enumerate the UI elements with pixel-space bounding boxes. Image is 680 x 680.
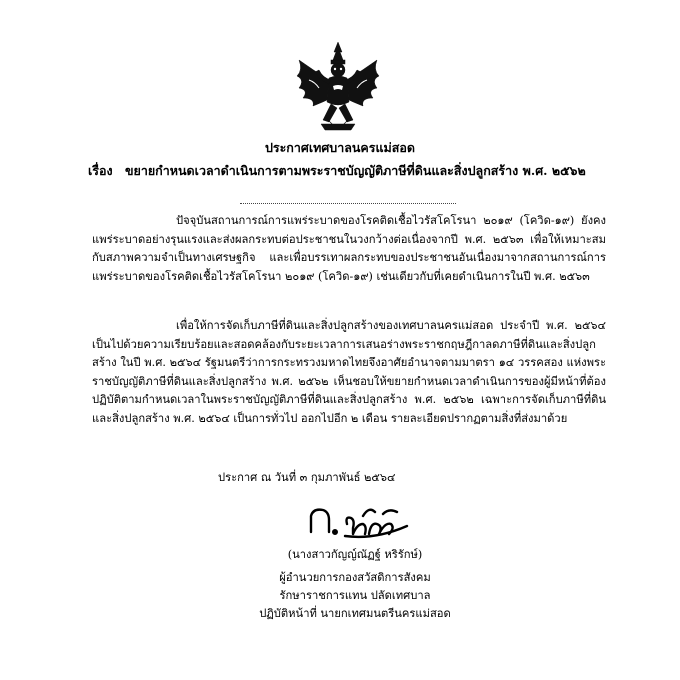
body-paragraph-2: เพื่อให้การจัดเก็บภาษีที่ดินและสิ่งปลูกสร้างของเทศบาลนครแม่สอด ประจำปี พ.ศ. ๒๕๖๔ เป็นไปด้วยความเรียบร้อยและสอดคล้องกับระยะเวลาการเสนอร่างพระราชกฤษฎีกาลดภาษีที่ดินและสิ่งปลูกสร้าง ในปี พ.ศ. ๒๕๖๔ รัฐมนตรีว่าการกระทรวงมหาดไทยจึงอาศัยอำนาจตามมาตรา ๑๔ วรรคสอง แห่งพระราชบัญญัติภาษีที่ดินและสิ่งปลูกสร้าง พ.ศ. ๒๕๖๒ เห็นชอบให้ขยายกำหนดเวลาดำเนินการของผู้มีหน้าที่ต้องปฏิบัติตามกำหนดเวลาในพระราชบัญญัติภาษีที่ดินและสิ่งปลูกสร้าง พ.ศ. ๒๕๖๒ เฉพาะการจัดเก็บภาษีที่ดินและสิ่งปลูกสร้าง พ.ศ. ๒๕๖๔ เป็นการทั่วไป ออกไปอีก ๒ เดือน รายละเอียดปรากฏตามสิ่งที่ส่งมาด้วย — [92, 319, 606, 425]
announcement-issuer: ประกาศเทศบาลนครแม่สอด — [264, 140, 416, 155]
garuda-emblem-icon — [293, 40, 383, 138]
announcement-date: ประกาศ ณ วันที่ ๓ กุมภาพันธ์ ๒๕๖๔ — [218, 471, 396, 484]
subject-text: ขยายกำหนดเวลาดำเนินการตามพระราชบัญญัติภาษีที่ดินและสิ่งปลูกสร้าง พ.ศ. ๒๕๖๒ — [124, 163, 586, 178]
announcement-subject-row — [88, 163, 608, 179]
signatory-name: (นางสาวกัญญ์ณัฏฐ์ หริรักษ์) — [287, 548, 423, 561]
body-paragraph-1: ปัจจุบันสถานการณ์การแพร่ระบาดของโรคติดเชื้อไวรัสโคโรนา ๒๐๑๙ (โควิด-๑๙) ยังคงแพร่ระบาดอย่างรุนแรงและส่งผลกระทบต่อประชาชนในวงกว้างต่อเนื่องจากปี พ.ศ. ๒๕๖๓ เพื่อให้เหมาะสมกับสภาพความจำเป็นทางเศรษฐกิจ และเพื่อบรรเทาผลกระทบของประชาชนอันเนื่องมาจากสถานการณ์การแพร่ระบาดของโรคติดเชื้อไวรัสโคโรนา ๒๐๑๙ (โควิด-๑๙) เช่นเดียวกับที่เคยดำเนินการในปี พ.ศ. ๒๕๖๓ — [92, 214, 606, 283]
signatory-acting: รักษาราชการแทน ปลัดเทศบาล — [279, 589, 431, 602]
signatory-duty: ปฏิบัติหน้าที่ นายกเทศมนตรีนครแม่สอด — [259, 607, 451, 620]
dotted-divider — [240, 203, 456, 204]
signatory-position: ผู้อำนวยการกองสวัสดิการสังคม — [279, 571, 431, 584]
subject-label: เรื่อง — [88, 163, 113, 178]
handwritten-signature — [305, 502, 415, 540]
